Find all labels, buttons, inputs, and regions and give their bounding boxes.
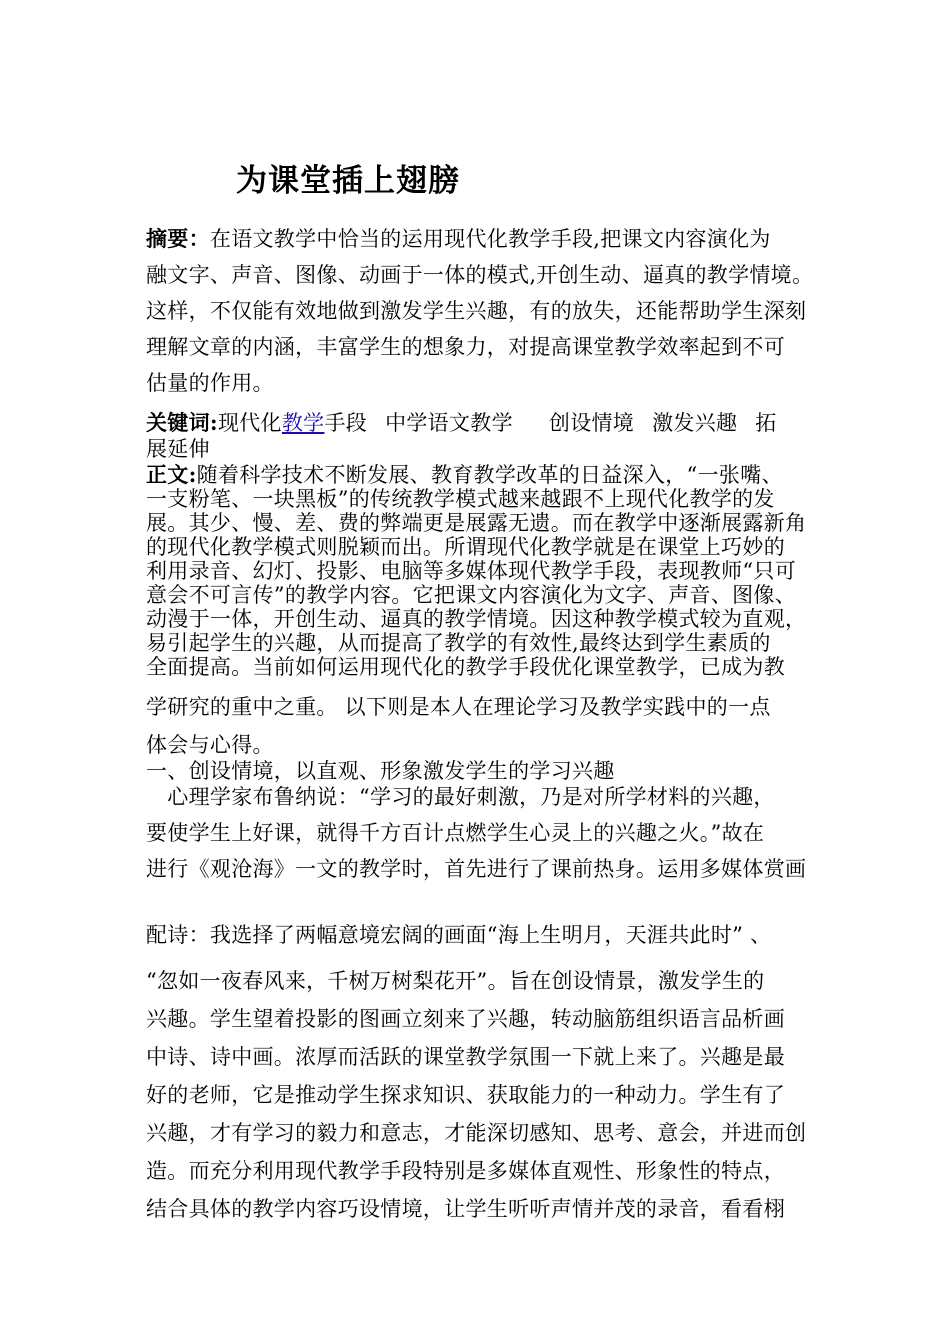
keywords-line: [146, 410, 810, 436]
section-line: “忽如一夜春风来，千树万树梨花开”。旨在创设情景，激发学生的: [146, 969, 765, 993]
document-title: 为课堂插上翅膀: [236, 163, 460, 199]
keywords-line: 展延伸: [146, 437, 210, 461]
body-line: [146, 462, 810, 488]
section-line: 要使学生上好课，就得千方百计点燃学生心灵上的兴趣之火。”故在: [146, 821, 765, 845]
keyword-text: 现代化: [217, 411, 282, 435]
body-line: 学研究的重中之重。 以下则是本人在理论学习及教学实践中的一点: [146, 695, 771, 719]
section-line: 好的老师，它是推动学生探求知识、获取能力的一种动力。学生有了: [146, 1083, 785, 1107]
abstract-line: 估量的作用。: [146, 371, 274, 395]
body-line: 一支粉笔、一块黑板”的传统教学模式越来越跟不上现代化教学的发: [146, 487, 775, 511]
keyword-text: 拓: [755, 411, 777, 435]
section-heading: 一、创设情境，以直观、形象激发学生的学习兴趣: [146, 759, 615, 783]
keyword-text: 创设情境: [548, 411, 635, 435]
keywords-label: 关键词:: [146, 410, 218, 435]
keyword-text: 手段: [324, 411, 368, 435]
abstract-text: 在语文教学中恰当的运用现代化教学手段,把课文内容演化为: [209, 227, 771, 251]
abstract-label: 摘要：: [146, 226, 210, 251]
body-line: 全面提高。当前如何运用现代化的教学手段优化课堂教学，已成为教: [146, 655, 785, 679]
body-line: 动漫于一体，开创生动、逼真的教学情境。因这种教学模式较为直观，: [146, 607, 807, 631]
body-text: 随着科学技术不断发展、教育教学改革的日益深入，“一张嘴、: [196, 463, 783, 487]
section-line: 中诗、诗中画。浓厚而活跃的课堂教学氛围一下就上来了。兴趣是最: [146, 1045, 785, 1069]
section-line: 配诗：我选择了两幅意境宏阔的画面“海上生明月，天涯共此时” 、: [146, 923, 772, 947]
keyword-text: 激发兴趣: [652, 411, 738, 435]
section-line: 结合具体的教学内容巧设情境，让学生听听声情并茂的录音，看看栩: [146, 1197, 785, 1221]
body-line: 意会不可言传”的教学内容。它把课文内容演化为文字、声音、图像、: [146, 583, 797, 607]
body-line: 展。其少、慢、差、费的弊端更是展露无遗。而在教学中逐渐展露新角: [146, 511, 807, 535]
section-line: 兴趣。学生望着投影的图画立刻来了兴趣，转动脑筋组织语言品析画: [146, 1007, 785, 1031]
body-line: 的现代化教学模式则脱颖而出。所谓现代化教学就是在课堂上巧妙的: [146, 535, 785, 559]
body-line: 易引起学生的兴趣，从而提高了教学的有效性,最终达到学生素质的: [146, 631, 771, 655]
section-line: 兴趣，才有学习的毅力和意志，才能深切感知、思考、意会，并进而创: [146, 1121, 807, 1145]
abstract-line: 融文字、声音、图像、动画于一体的模式,开创生动、逼真的教学情境。: [146, 263, 814, 287]
body-line: 利用录音、幻灯、投影、电脑等多媒体现代教学手段，表现教师“只可: [146, 559, 797, 583]
section-line: 造。而充分利用现代教学手段特别是多媒体直观性、形象性的特点，: [146, 1159, 785, 1183]
abstract-line: [146, 226, 810, 252]
abstract-line: 这样，不仅能有效地做到激发学生兴趣，有的放失，还能帮助学生深刻: [146, 299, 807, 323]
abstract-line: 理解文章的内涵，丰富学生的想象力，对提高课堂教学效率起到不可: [146, 335, 785, 359]
section-line: 心理学家布鲁纳说：“学习的最好刺激，乃是对所学材料的兴趣，: [146, 785, 775, 809]
body-label: 正文:: [146, 462, 197, 487]
body-line: 体会与心得。: [146, 733, 274, 757]
keyword-link[interactable]: 教学: [281, 411, 325, 435]
keyword-text: 中学语文教学: [385, 411, 513, 435]
section-line: 进行《观沧海》一文的教学时，首先进行了课前热身。运用多媒体赏画: [146, 857, 807, 881]
